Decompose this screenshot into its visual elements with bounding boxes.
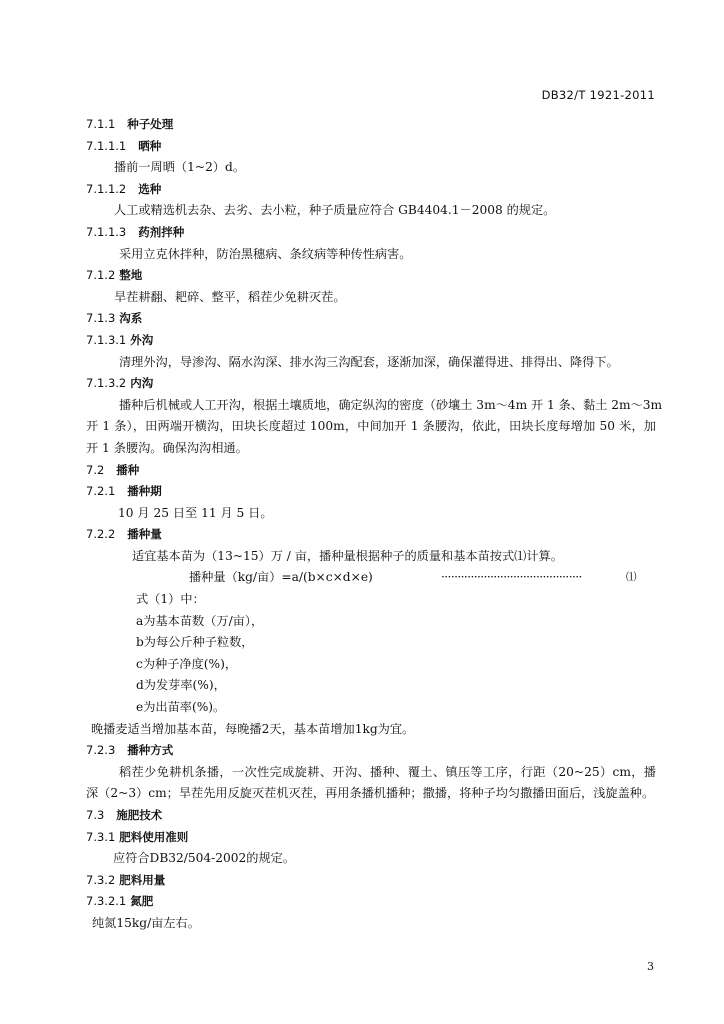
formula-variable: d为发芽率(%)， [136, 678, 226, 693]
paragraph: 适宜基本苗为（13~15）万 / 亩，播种量根据种子的质量和基本苗按式⑴计算。 [132, 548, 563, 563]
section-title: 肥料使用准则 [119, 829, 189, 844]
paragraph-line: 开 1 条），田两端开横沟，田块长度超过 100m，中间加开 1 条腰沟，依此，田块长度每增加 50 米，加 [86, 419, 656, 434]
section-title: 沟系 [119, 311, 143, 326]
section-heading [86, 740, 656, 762]
section-number: 7.1.3 [86, 311, 116, 326]
paragraph: 人工或精选机去杂、去劣、去小粒，种子质量应符合 GB4404.1－2008 的规定。 [114, 203, 556, 218]
section-title: 药剂拌种 [138, 224, 185, 239]
section-title: 内沟 [130, 376, 154, 391]
section-heading [86, 805, 656, 827]
document-body [86, 114, 663, 935]
section-title: 种子处理 [127, 117, 174, 131]
formula-where: 式（1）中： [136, 592, 205, 607]
paragraph: 10 月 25 日至 11 月 5 日。 [118, 505, 273, 520]
section-number: 7.2.1 [86, 484, 116, 499]
page-number: 3 [647, 960, 654, 973]
section-title: 播种 [116, 462, 140, 477]
formula-variable: e为出苗率(%)。 [136, 700, 226, 715]
section-heading [86, 481, 656, 503]
section-heading [86, 870, 656, 892]
section-title: 氮肥 [130, 894, 154, 909]
section-number: 7.1.2 [86, 268, 116, 283]
paragraph: 纯氮15kg/亩左右。 [92, 915, 200, 930]
section-heading [86, 524, 656, 546]
section-heading [86, 460, 656, 482]
section-heading [86, 222, 656, 244]
section-number: 7.3 [86, 808, 105, 822]
paragraph: 晚播麦适当增加基本苗，每晚播2天，基本苗增加1kg为宜。 [91, 721, 415, 736]
section-number: 7.1.1.2 [86, 181, 127, 196]
section-title: 播种方式 [127, 743, 174, 758]
section-number: 7.1.1.1 [86, 138, 127, 153]
section-number: 7.1.1.3 [86, 224, 127, 239]
section-number: 7.3.1 [86, 829, 116, 844]
section-number: 7.2.2 [86, 527, 116, 542]
section-number: 7.1.3.2 [86, 376, 127, 391]
section-title: 肥料用量 [119, 872, 166, 887]
section-heading [86, 330, 656, 352]
section-title: 晒种 [138, 138, 162, 153]
paragraph: 清理外沟，导渗沟、隔水沟深、排水沟三沟配套，逐渐加深，确保灌得进、排得出、降得下。 [119, 354, 619, 369]
paragraph-line: 稻茬少免耕机条播，一次性完成旋耕、开沟、播种、覆土、镇压等工序，行距（20~25）cm，播 [119, 764, 656, 779]
section-number: 7.3.2.1 [86, 894, 127, 909]
section-number: 7.1.1 [86, 117, 116, 131]
section-heading [86, 114, 656, 136]
formula-variable: c为种子净度(%)， [136, 656, 238, 671]
standard-code: DB32/T 1921-2011 [541, 88, 655, 102]
paragraph: 采用立克休拌种，防治黑穗病、条纹病等种传性病害。 [119, 246, 412, 261]
section-number: 7.2 [86, 462, 105, 477]
section-title: 整地 [119, 268, 143, 283]
paragraph: 播前一周晒（1~2）d。 [114, 160, 246, 175]
section-number: 7.1.3.1 [86, 332, 127, 347]
section-title: 外沟 [130, 332, 154, 347]
section-number: 7.2.3 [86, 743, 116, 758]
formula-line [86, 567, 656, 589]
section-heading [86, 179, 656, 201]
section-title: 施肥技术 [116, 808, 163, 822]
paragraph-line: 深（2~3）cm；旱茬先用反旋灭茬机灭茬，再用条播机播种；撒播，将种子均匀撒播田面后，浅旋盖种。 [86, 786, 655, 801]
formula-variable: b为每公斤种子粒数， [136, 635, 254, 650]
formula: 播种量（kg/亩）=a/(b×c×d×e) [189, 570, 373, 585]
section-heading [86, 265, 656, 287]
section-heading [86, 308, 656, 330]
section-heading [86, 891, 656, 913]
section-heading [86, 136, 656, 158]
paragraph-line: 播种后机械或人工开沟，根据土壤质地，确定纵沟的密度（砂壤土 3m～4m 开 1 条、黏土 2m～3m [119, 397, 663, 412]
section-title: 选种 [138, 181, 162, 196]
paragraph: 旱茬耕翻、耙碎、整平，稻茬少免耕灭茬。 [114, 289, 346, 304]
section-heading [86, 373, 656, 395]
section-number: 7.3.2 [86, 872, 116, 887]
section-title: 播种量 [127, 527, 162, 542]
section-title: 播种期 [127, 484, 162, 499]
formula-variable: a为基本苗数（万/亩）， [136, 613, 264, 628]
paragraph: 应符合DB32/504-2002的规定。 [113, 851, 296, 866]
formula-number: ⑴ [626, 571, 637, 584]
section-heading [86, 827, 656, 849]
formula-leader-dots: ··········································· [441, 570, 582, 585]
paragraph-line: 开 1 条腰沟。确保沟沟相通。 [86, 440, 248, 455]
